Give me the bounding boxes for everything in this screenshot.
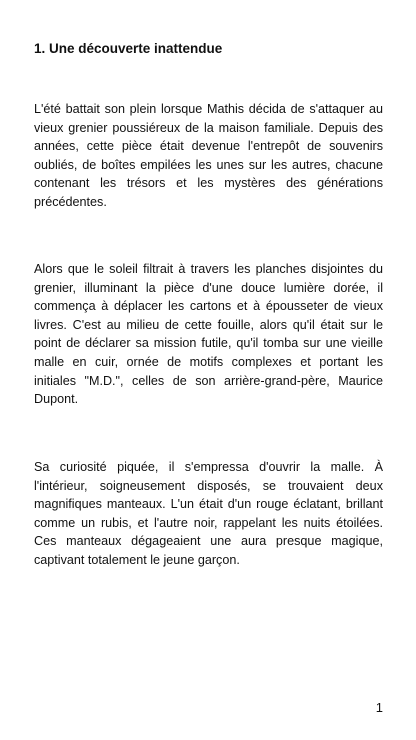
paragraph-2: Alors que le soleil filtrait à travers les planches disjointes du grenier, illuminant la pièce d'une douce lumière dorée, il commença à déplacer les cartons et à épousseter de vieux livres. C'est au milieu de cette fouille, alors qu'il était sur le point de déclarer sa mission futile, qu'il tomba sur une vieille malle en cuir, ornée de motifs complexes et portant les initiales "M.D.", celles de son arrière-grand-père, Maurice Dupont. (34, 262, 383, 407)
page-number: 1 (375, 700, 383, 715)
paragraph-3: Sa curiosité piquée, il s'empressa d'ouvrir la malle. À l'intérieur, soigneusement disposés, se trouvaient deux magnifiques manteaux. L'un était d'un rouge éclatant, brillant comme un rubis, et l'autre noir, rappelant les nuits étoilées. Ces manteaux dégageaient une aura presque magique, captivant totalement le jeune garçon. (34, 460, 383, 567)
chapter-title: 1. Une découverte inattendue (34, 41, 223, 56)
paragraph-1: L'été battait son plein lorsque Mathis décida de s'attaquer au vieux grenier poussiéreux de la maison familiale. Depuis des années, cette pièce était devenue l'entrepôt de souvenirs oubliés, de boîtes empilées les unes sur les autres, chacune contenant les trésors et les mystères des générations précédentes. (34, 102, 383, 209)
